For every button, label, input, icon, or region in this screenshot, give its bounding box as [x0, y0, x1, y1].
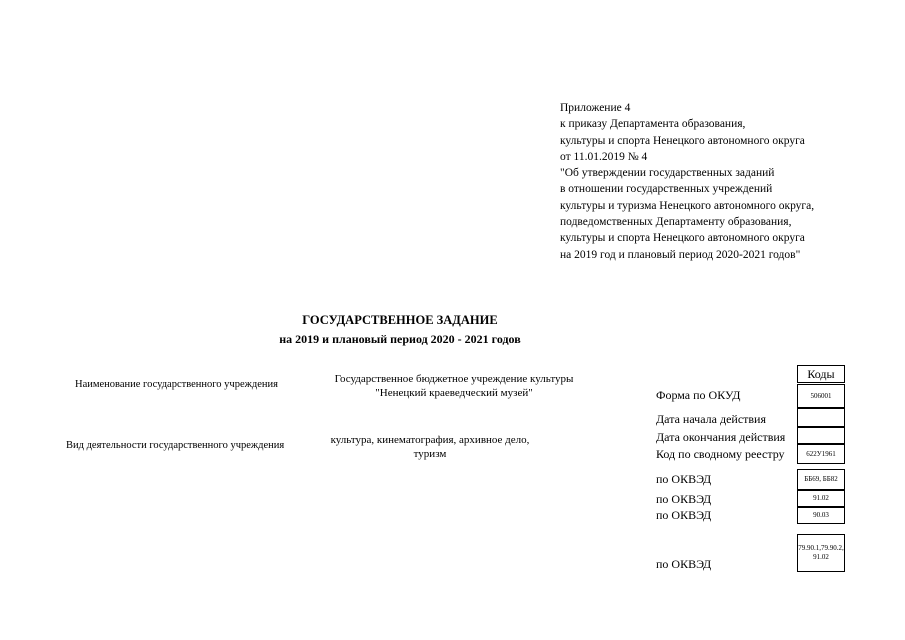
code-value-okved-4: 79.90.1,79.90.2, 91.02	[797, 534, 845, 572]
institution-value-line: "Ненецкий краеведческий музей"	[375, 387, 533, 399]
appendix-line: на 2019 год и плановый период 2020-2021 годов"	[560, 248, 801, 261]
code-value-registry: 622У1961	[797, 444, 845, 464]
code-label-start-date: Дата начала действия	[656, 412, 766, 426]
appendix-line: культуры и спорта Ненецкого автономного округа	[560, 232, 805, 245]
institution-value-line: Государственное бюджетное учреждение культуры	[334, 373, 574, 385]
appendix-line: Приложение 4	[560, 102, 631, 114]
code-value-end-date	[797, 427, 845, 444]
activity-value-line: туризм	[413, 448, 447, 460]
activity-value	[300, 433, 560, 461]
document-period: на 2019 и плановый период 2020 - 2021 годов	[279, 332, 521, 346]
code-label-okved-2: по ОКВЭД	[656, 492, 712, 506]
activity-label: Вид деятельности государственного учреждения	[66, 440, 285, 451]
code-label-okved-3: по ОКВЭД	[656, 508, 712, 522]
institution-value	[314, 372, 594, 400]
code-label-okud: Форма по ОКУД	[656, 388, 741, 402]
appendix-line: подведомственных Департаменту образования,	[560, 216, 792, 229]
institution-label: Наименование государственного учреждения	[75, 379, 278, 390]
appendix-line: культуры и туризма Ненецкого автономного округа,	[560, 199, 815, 212]
document-title: ГОСУДАРСТВЕННОЕ ЗАДАНИЕ	[302, 313, 498, 327]
code-label-okved-4: по ОКВЭД	[656, 557, 712, 571]
code-value-okved-1: ББ69, ББ82	[797, 469, 845, 490]
codes-header: Коды	[797, 365, 845, 383]
appendix-block	[560, 100, 814, 263]
code-value-okved-2: 91.02	[797, 490, 845, 507]
code-value-start-date	[797, 408, 845, 427]
code-value-okved-3: 90.03	[797, 507, 845, 524]
code-label-okved-1: по ОКВЭД	[656, 472, 712, 486]
code-label-end-date: Дата окончания действия	[656, 430, 786, 444]
appendix-line: "Об утверждении государственных заданий	[560, 167, 775, 180]
appendix-line: от 11.01.2019 № 4	[560, 150, 648, 163]
code-value-okud: 506001	[797, 384, 845, 408]
appendix-line: культуры и спорта Ненецкого автономного округа	[560, 134, 805, 147]
appendix-line: к приказу Департамента образования,	[560, 118, 746, 131]
code-label-registry: Код по сводному реестру	[656, 447, 785, 461]
appendix-line: в отношении государственных учреждений	[560, 183, 773, 196]
activity-value-line: культура, кинематография, архивное дело,	[330, 434, 530, 446]
